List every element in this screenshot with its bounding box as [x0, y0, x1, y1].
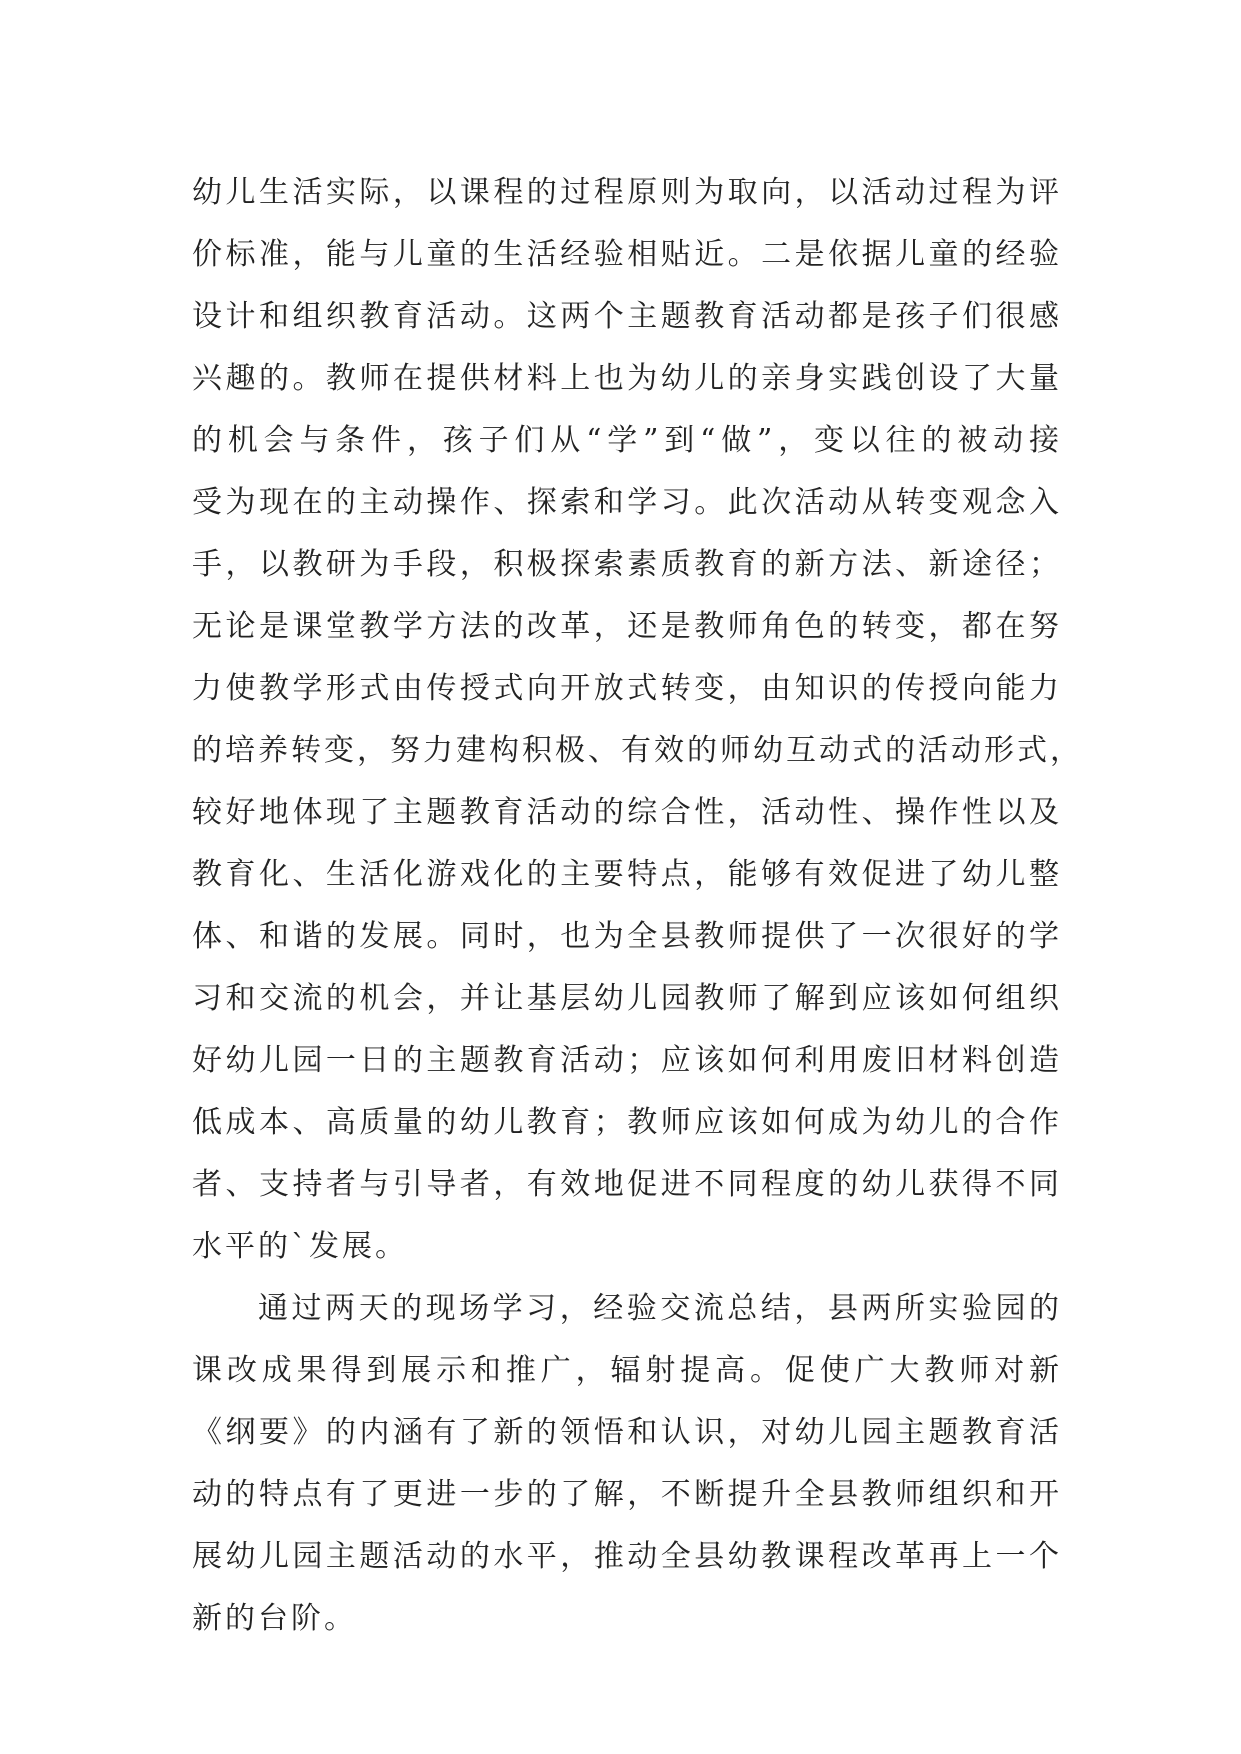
- text-line: 习和交流的机会，并让基层幼儿园教师了解到应该如何组织: [192, 981, 1062, 1016]
- text-line: 教育化、生活化游戏化的主要特点，能够有效促进了幼儿整: [192, 857, 1062, 892]
- text-line: 力使教学形式由传授式向开放式转变，由知识的传授向能力: [192, 671, 1062, 706]
- text-line: 无论是课堂教学方法的改革，还是教师角色的转变，都在努: [192, 609, 1062, 644]
- text-line: 者、支持者与引导者，有效地促进不同程度的幼儿获得不同: [192, 1167, 1062, 1202]
- text-line: 设计和组织教育活动。这两个主题教育活动都是孩子们很感: [192, 299, 1062, 334]
- text-line: 好幼儿园一日的主题教育活动；应该如何利用废旧材料创造: [192, 1043, 1062, 1078]
- text-line: 体、和谐的发展。同时，也为全县教师提供了一次很好的学: [192, 919, 1062, 954]
- text-line: 通过两天的现场学习，经验交流总结，县两所实验园的: [258, 1291, 1062, 1326]
- text-line: 的培养转变，努力建构积极、有效的师幼互动式的活动形式，: [192, 733, 1083, 768]
- text-line: 幼儿生活实际，以课程的过程原则为取向，以活动过程为评: [192, 175, 1062, 210]
- text-line: 的机会与条件，孩子们从“学”到“做”，变以往的被动接: [192, 423, 1062, 458]
- text-line: 《纲要》的内涵有了新的领悟和认识，对幼儿园主题教育活: [192, 1415, 1062, 1450]
- text-line: 较好地体现了主题教育活动的综合性，活动性、操作性以及: [192, 795, 1062, 830]
- paragraph-1: [192, 162, 1083, 1278]
- paragraph-2: [192, 1278, 1062, 1650]
- text-line: 受为现在的主动操作、探索和学习。此次活动从转变观念入: [192, 485, 1062, 520]
- text-line: 展幼儿园主题活动的水平，推动全县幼教课程改革再上一个: [192, 1539, 1062, 1574]
- text-line: 低成本、高质量的幼儿教育；教师应该如何成为幼儿的合作: [192, 1105, 1062, 1140]
- document-body: [192, 162, 1083, 1650]
- text-line: 新的台阶。: [192, 1601, 357, 1636]
- text-line: 手，以教研为手段，积极探索素质教育的新方法、新途径；: [192, 547, 1062, 582]
- text-line: 动的特点有了更进一步的了解，不断提升全县教师组织和开: [192, 1477, 1062, 1512]
- text-line: 课改成果得到展示和推广，辐射提高。促使广大教师对新: [192, 1353, 1062, 1388]
- text-line: 价标准，能与儿童的生活经验相贴近。二是依据儿童的经验: [192, 237, 1062, 272]
- text-line: 兴趣的。教师在提供材料上也为幼儿的亲身实践创设了大量: [192, 361, 1062, 396]
- text-line: 水平的`发展。: [192, 1229, 408, 1264]
